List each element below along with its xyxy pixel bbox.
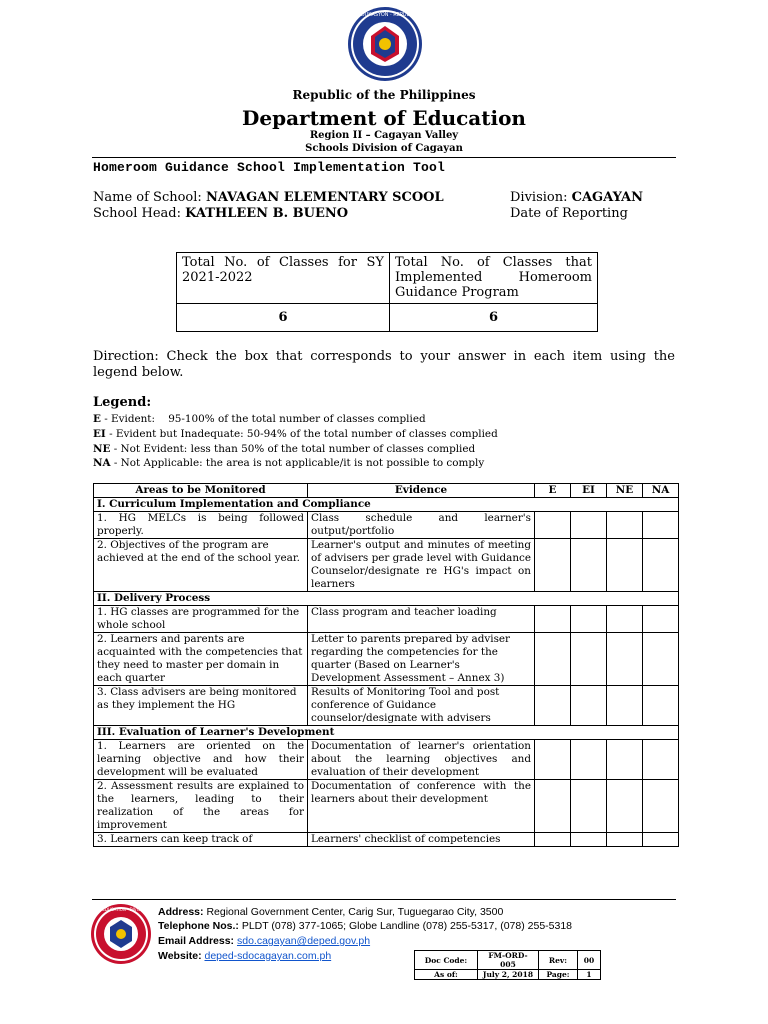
rev-value: 00 (578, 951, 601, 970)
table-row (94, 780, 679, 833)
address-line: Address: Regional Government Center, Carig Sur, Tuguegarao City, 3500 (158, 906, 504, 918)
section-row (94, 592, 679, 606)
checkbox-ne[interactable] (607, 833, 643, 847)
section-title: III. Evaluation of Learner's Development (94, 726, 679, 740)
department-title: Department of Education (242, 106, 526, 130)
section-row (94, 498, 679, 512)
division-value: CAGAYAN (571, 190, 644, 205)
checkbox-ne[interactable] (607, 606, 643, 633)
area-cell: 3. Learners can keep track of (94, 833, 308, 847)
school-label: Name of School: (93, 190, 206, 205)
table-row (94, 633, 679, 686)
region-label: Region II – Cagayan Valley (309, 130, 459, 141)
area-cell: 1. Learners are oriented on the learning objective and how their development will be evaluated (94, 740, 308, 780)
table-row (94, 606, 679, 633)
legend-title: Legend: (93, 395, 152, 410)
summary-table (176, 252, 598, 332)
col-header-ei: EI (571, 484, 607, 498)
doc-code-label: Doc Code: (415, 951, 478, 970)
evidence-cell: Learner's output and minutes of meeting of advisers per grade level with Guidance Counselor/designate re HG's impact on learners (308, 539, 535, 592)
section-title: II. Delivery Process (94, 592, 679, 606)
legend-item-ei: EI - Evident but Inadequate: 50-94% of the total number of classes complied (93, 428, 498, 440)
direction-text: Direction: Check the box that corresponds to your answer in each item using the legend below. (93, 349, 675, 380)
area-cell: 2. Assessment results are explained to the learners, leading to their realization of the areas for improvement (94, 780, 308, 833)
table-row (94, 740, 679, 780)
checkbox-e[interactable] (535, 512, 571, 539)
checkbox-ne[interactable] (607, 512, 643, 539)
table-row (94, 539, 679, 592)
table-row (94, 512, 679, 539)
tool-title: Homeroom Guidance School Implementation Tool (93, 160, 446, 175)
website-line: Website: deped-sdocagayan.com.ph (158, 950, 332, 962)
website-link[interactable]: deped-sdocagayan.com.ph (204, 950, 332, 962)
legend-item-ne: NE - Not Evident: less than 50% of the total number of classes complied (93, 443, 476, 455)
header-divider (92, 157, 676, 158)
classes-total-header: Total No. of Classes for SY 2021-2022 (177, 253, 390, 304)
evidence-cell: Documentation of conference with the learners about their development (308, 780, 535, 833)
col-header-areas: Areas to be Monitored (94, 484, 308, 498)
seal-lettering: KAGAWARAN NG EDUKASYON · REPUBLIKA NG PILIPINAS (314, 12, 456, 18)
classes-implemented-value: 6 (390, 303, 598, 331)
checkbox-ei[interactable] (571, 833, 607, 847)
legend-item-e: E - Evident: 95-100% of the total number of classes complied (93, 413, 426, 425)
evidence-cell: Learners' checklist of competencies (308, 833, 535, 847)
evidence-cell: Results of Monitoring Tool and post conference of Guidance counselor/designate with advisers (308, 686, 535, 726)
checkbox-na[interactable] (643, 833, 679, 847)
school-head-line (93, 206, 348, 221)
school-value: NAVAGAN ELEMENTARY SCOOL (205, 190, 444, 205)
school-name-line (93, 190, 444, 205)
col-header-e: E (535, 484, 571, 498)
col-header-na: NA (643, 484, 679, 498)
checkbox-ei[interactable] (571, 512, 607, 539)
area-cell: 1. HG MELCs is being followed properly. (94, 512, 308, 539)
section-row (94, 726, 679, 740)
checkbox-e[interactable] (535, 833, 571, 847)
evidence-cell: Class schedule and learner's output/portfolio (308, 512, 535, 539)
asof-value: July 2, 2018 (478, 970, 539, 980)
checkbox-na[interactable] (643, 633, 679, 686)
checkbox-ei[interactable] (571, 686, 607, 726)
legend-item-na: NA - Not Applicable: the area is not applicable/it is not possible to comply (93, 457, 485, 469)
rev-label: Rev: (539, 951, 578, 970)
page-value: 1 (578, 970, 601, 980)
evidence-cell: Class program and teacher loading (308, 606, 535, 633)
email-line: Email Address: sdo.cagayan@deped.gov.ph (158, 935, 371, 947)
checkbox-ei[interactable] (571, 740, 607, 780)
classes-total-value: 6 (177, 303, 390, 331)
head-value: KATHLEEN B. BUENO (185, 206, 349, 221)
checkbox-na[interactable] (643, 780, 679, 833)
monitoring-table (93, 483, 679, 847)
checkbox-ei[interactable] (571, 780, 607, 833)
checkbox-ne[interactable] (607, 686, 643, 726)
checkbox-e[interactable] (535, 606, 571, 633)
checkbox-na[interactable] (643, 512, 679, 539)
checkbox-ne[interactable] (607, 780, 643, 833)
classes-implemented-header: Total No. of Classes that Implemented Homeroom Guidance Program (390, 253, 598, 304)
checkbox-na[interactable] (643, 539, 679, 592)
checkbox-na[interactable] (643, 686, 679, 726)
checkbox-ei[interactable] (571, 606, 607, 633)
checkbox-na[interactable] (643, 740, 679, 780)
area-cell: 3. Class advisers are being monitored as they implement the HG (94, 686, 308, 726)
telephone-line: Telephone Nos.: PLDT (078) 377-1065; Globe Landline (078) 255-5317, (078) 255-5318 (158, 920, 573, 932)
checkbox-ne[interactable] (607, 633, 643, 686)
email-link[interactable]: sdo.cagayan@deped.gov.ph (236, 935, 371, 947)
evidence-cell: Letter to parents prepared by adviser regarding the competencies for the quarter (Based on Learner's Development Assessment – Annex 3) (308, 633, 535, 686)
head-label: School Head: (93, 206, 186, 221)
asof-label: As of: (415, 970, 478, 980)
footer-seal-lettering: DEPARTMENT OF EDUCATION · DIVISION OF CAGAYAN (67, 907, 175, 912)
col-header-evidence: Evidence (308, 484, 535, 498)
checkbox-ne[interactable] (607, 740, 643, 780)
date-of-reporting-label: Date of Reporting (510, 206, 628, 221)
checkbox-e[interactable] (535, 780, 571, 833)
area-cell: 1. HG classes are programmed for the whole school (94, 606, 308, 633)
doc-code-value: FM-ORD-005 (478, 951, 539, 970)
area-cell: 2. Learners and parents are acquainted with the competencies that they need to master per domain in each quarter (94, 633, 308, 686)
division-label: Schools Division of Cagayan (305, 143, 463, 154)
table-header-row (94, 484, 679, 498)
document-control-table (414, 950, 601, 980)
table-row (94, 686, 679, 726)
checkbox-ne[interactable] (607, 539, 643, 592)
area-cell: 2. Objectives of the program are achieved at the end of the school year. (94, 539, 308, 592)
checkbox-e[interactable] (535, 686, 571, 726)
col-header-ne: NE (607, 484, 643, 498)
checkbox-e[interactable] (535, 633, 571, 686)
section-title: I. Curriculum Implementation and Compliance (94, 498, 679, 512)
evidence-cell: Documentation of learner's orientation about the learning objectives and evaluation of their development (308, 740, 535, 780)
checkbox-na[interactable] (643, 606, 679, 633)
checkbox-e[interactable] (535, 740, 571, 780)
footer-divider (92, 899, 676, 900)
deped-seal-icon (314, 6, 456, 82)
republic-label: Republic of the Philippines (292, 88, 476, 102)
division-field-label: Division: (510, 190, 572, 205)
division-seal-icon (67, 903, 175, 965)
table-row (94, 833, 679, 847)
checkbox-ei[interactable] (571, 633, 607, 686)
division-line (510, 190, 643, 205)
checkbox-ei[interactable] (571, 539, 607, 592)
page-label: Page: (539, 970, 578, 980)
checkbox-e[interactable] (535, 539, 571, 592)
